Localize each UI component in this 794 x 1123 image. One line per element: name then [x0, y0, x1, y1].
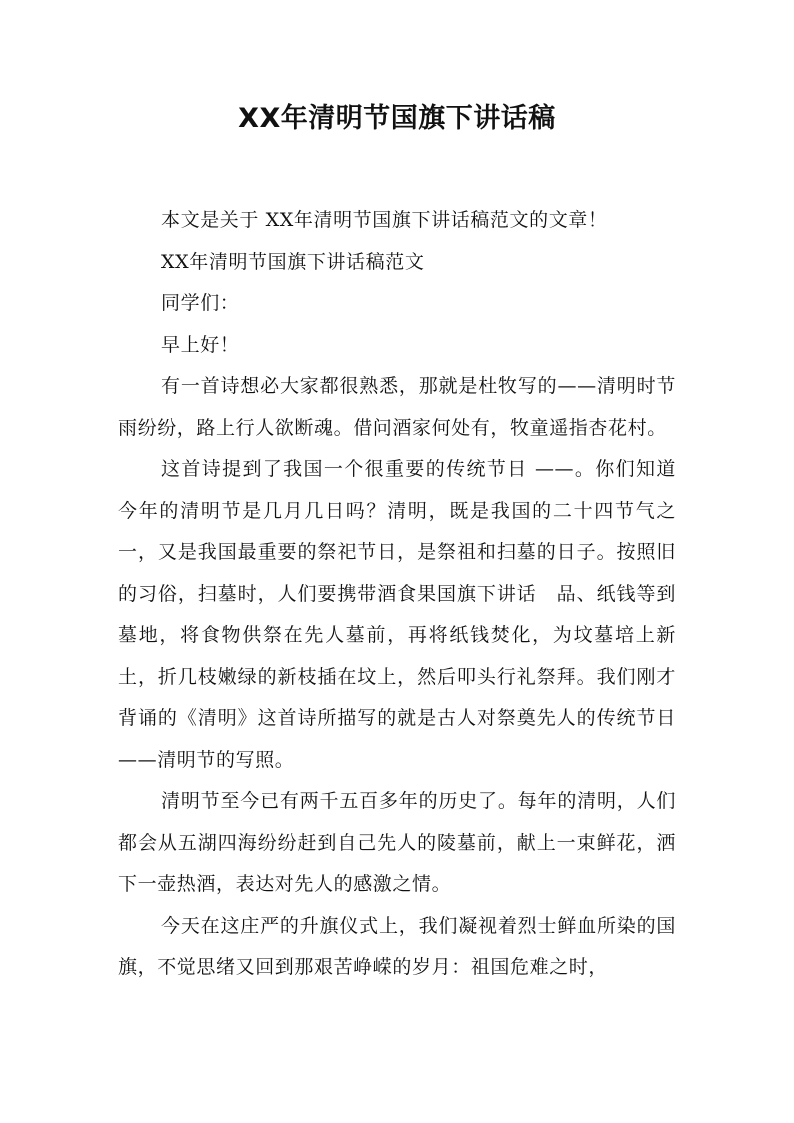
salutation-paragraph: 同学们：	[161, 292, 240, 314]
history-paragraph: 清明节至今已有两千五百多年的历史了。每年的清明，人们都会从五湖四海纷纷赶到自己先人的陵墓前，献上一束鲜花，洒下一壶热酒，表达对先人的感激之情。	[118, 790, 676, 895]
document-title: XX年清明节国旗下讲话稿	[238, 103, 556, 134]
subtitle-paragraph: XX年清明节国旗下讲话稿范文	[161, 250, 425, 273]
greeting-paragraph: 早上好！	[161, 333, 240, 356]
document-body	[118, 200, 676, 989]
poem-paragraph: 有一首诗想必大家都很熟悉，那就是杜牧写的——清明时节雨纷纷，路上行人欲断魂。借问酒家何处有，牧童遥指杏花村。	[118, 375, 676, 439]
flag-ceremony-paragraph: 今天在这庄严的升旗仪式上，我们凝视着烈士鲜血所染的国旗，不觉思绪又回到那艰苦峥嵘的岁月：祖国危难之时，	[118, 914, 676, 978]
intro-paragraph: 本文是关于 XX年清明节国旗下讲话稿范文的文章！	[161, 209, 608, 231]
festival-paragraph: 这首诗提到了我国一个很重要的传统节日 ——。你们知道今年的清明节是几月几日吗？清明，既是我国的二十四节气之一，又是我国最重要的祭祀节日，是祭祖和扫墓的日子。按照旧的习俗，扫墓时，人们要携带酒食果国旗下讲话 品、纸钱等到墓地，将食物供祭在先人墓前，再将纸钱焚化，为坟墓培上新土，折几枝嫩绿的新枝插在坟上，然后叩头行礼祭拜。我们刚才背诵的《清明》这首诗所描写的就是古人对祭奠先人的传统节日——清明节的写照。	[118, 458, 676, 771]
